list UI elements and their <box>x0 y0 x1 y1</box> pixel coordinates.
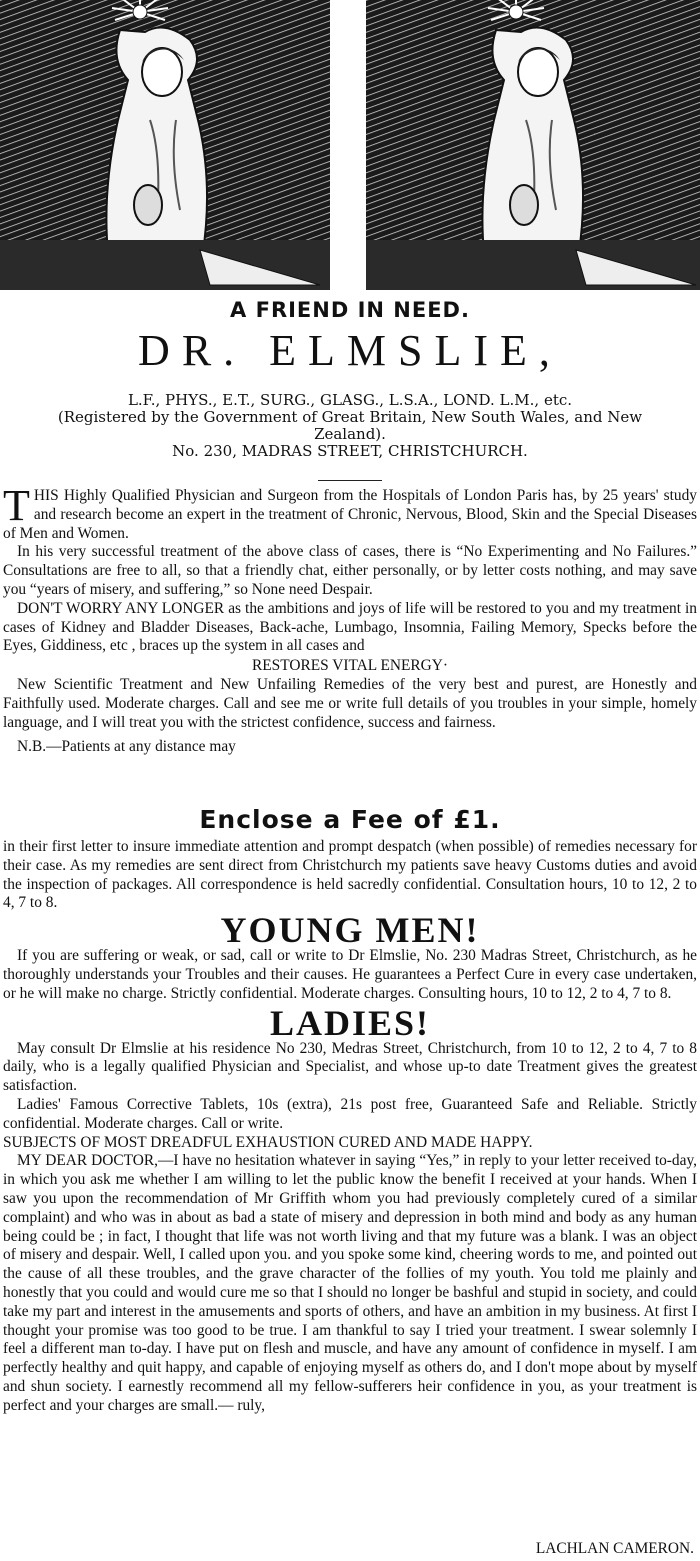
credentials <box>3 392 697 460</box>
signature: LACHLAN CAMERON. <box>535 1540 694 1557</box>
illustration-right <box>366 0 700 290</box>
scientific-paragraph: New Scientific Treatment and New Unfailing Remedies of the very best and purest, are Honestly and Faithfully used. Moderate charges. Call and see me or write full details of you troubles in your simple, homely language, and I will treat you with the strictest confidence, success and fairness. <box>3 675 697 731</box>
drop-cap: T <box>3 481 30 530</box>
article-body <box>3 481 697 757</box>
doctor-name: DR. ELMSLIE, <box>138 326 562 375</box>
fee-heading: Enclose a Fee of £1. <box>199 805 501 834</box>
ladies-heading: LADIES! <box>269 1002 431 1043</box>
woman-lamp-icon <box>366 0 700 290</box>
dont-worry-paragraph: DON'T WORRY ANY LONGER as the ambitions and joys of life will be restored to you and my treatment in cases of Kidney and Bladder Diseases, Back-ache, Lumbago, Insomnia, Failing Memory, Specks before the Eyes, Giddiness, etc , braces up the system in all cases and <box>3 599 697 655</box>
testimonial-heading: SUBJECTS OF MOST DREADFUL EXHAUSTION CURED AND MADE HAPPY. <box>3 1133 533 1151</box>
young-men-heading: YOUNG MEN! <box>220 910 480 951</box>
illustration-left <box>0 0 330 290</box>
address: No. 230, MADRAS STREET, CHRISTCHURCH. <box>172 442 528 460</box>
young-men-paragraph: If you are suffering or weak, or sad, call or write to Dr Elmslie, No. 230 Madras Street, Christchurch, as he thoroughly understands your Troubles and their causes. He guarantees a Perfect Cure in every case undertaken, or he will make no charge. Strictly confidential. Moderate charges. Consulting hours, 10 to 12, 2 to 4, 7 to 8. <box>3 947 697 1002</box>
nb-line: N.B.—Patients at any distance may <box>17 738 236 756</box>
divider <box>318 480 382 481</box>
fee-paragraph: in their first letter to insure immediate attention and prompt despatch (when possible) of remedies necessary for their case. As my remedies are sent direct from Christchurch my patients save heavy Customs duties and avoid the inspection of packages. All correspondence is held sacredly confidential. Consultation hours, 10 to 12, 2 to 4, 7 to 8. <box>3 838 697 912</box>
degrees: L.F., PHYS., E.T., SURG., GLASG., L.S.A., LOND. L.M., etc. <box>127 391 573 409</box>
testimonial-letter: MY DEAR DOCTOR,—I have no hesitation whatever in saying “Yes,” in reply to your letter received to-day, in which you ask me whether I am willing to let the public know the benefit I received at your hands. When I saw you upon the recommendation of Mr Griffith whom you had previously completely cured of a similar complaint) and who was in about as bad a state of misery and depression in both mind and body as any human being could be ; in fact, I thought that life was not worth living and that my future was a blank. I was an object of misery and despair. Well, I called upon you. and you spoke some kind, cheering words to me, and pointed out the cause of all these troubles, and the grave character of the follies of my youth. You told me plainly and honestly that you could and would cure me so that I should no longer be bashful and stupid in society, and could take my part and interest in the amusements and sports of others, and have an ambition in my business. At first I thought your promise was too good to be true. I am thankful to say I tried your treatment. I swear solemnly I feel a different man to-day. I have put on flesh and muscle, and have any amount of confidence in myself. I am perfectly healthy and quit happy, and capable of enjoying myself as others do, and I don't mope about by myself and shun society. I earnestly recommend all my fellow-sufferers heir confidence in you, as your treatment is perfect and your charges are small.— ruly, <box>3 1152 697 1414</box>
restores-heading: RESTORES VITAL ENERGY· <box>252 657 448 675</box>
tagline: A FRIEND IN NEED. <box>230 298 470 322</box>
registration: (Registered by the Government of Great Britain, New South Wales, and New Zealand). <box>57 408 643 443</box>
success-paragraph: In his very successful treatment of the above class of cases, there is “No Experimenting and No Failures.” Consultations are free to all, so that a friendly chat, either personally, or by letter costs nothing, and may save you “years of misery, and suffering,” so None need Despair. <box>3 543 697 598</box>
fee-section <box>3 838 697 1416</box>
intro-paragraph: THIS Highly Qualified Physician and Surgeon from the Hospitals of London Paris has, by 25 years' study and research become an expert in the treatment of Chronic, Nervous, Blood, Skin and the Special Diseases of Men and Women. <box>3 481 697 542</box>
woman-lamp-icon <box>0 0 330 290</box>
tablets-paragraph: Ladies' Famous Corrective Tablets, 10s (extra), 21s post free, Guaranteed Safe and Reliable. Strictly confidential. Moderate charges. Call or write. <box>3 1095 697 1132</box>
ladies-paragraph: May consult Dr Elmslie at his residence No 230, Medras Street, Christchurch, from 10 to 12, 2 to 4, 7 to 8 daily, who is a legally qualified Physician and Specialist, and whose up-to date Treatment gives the greatest satisfaction. <box>3 1039 697 1095</box>
